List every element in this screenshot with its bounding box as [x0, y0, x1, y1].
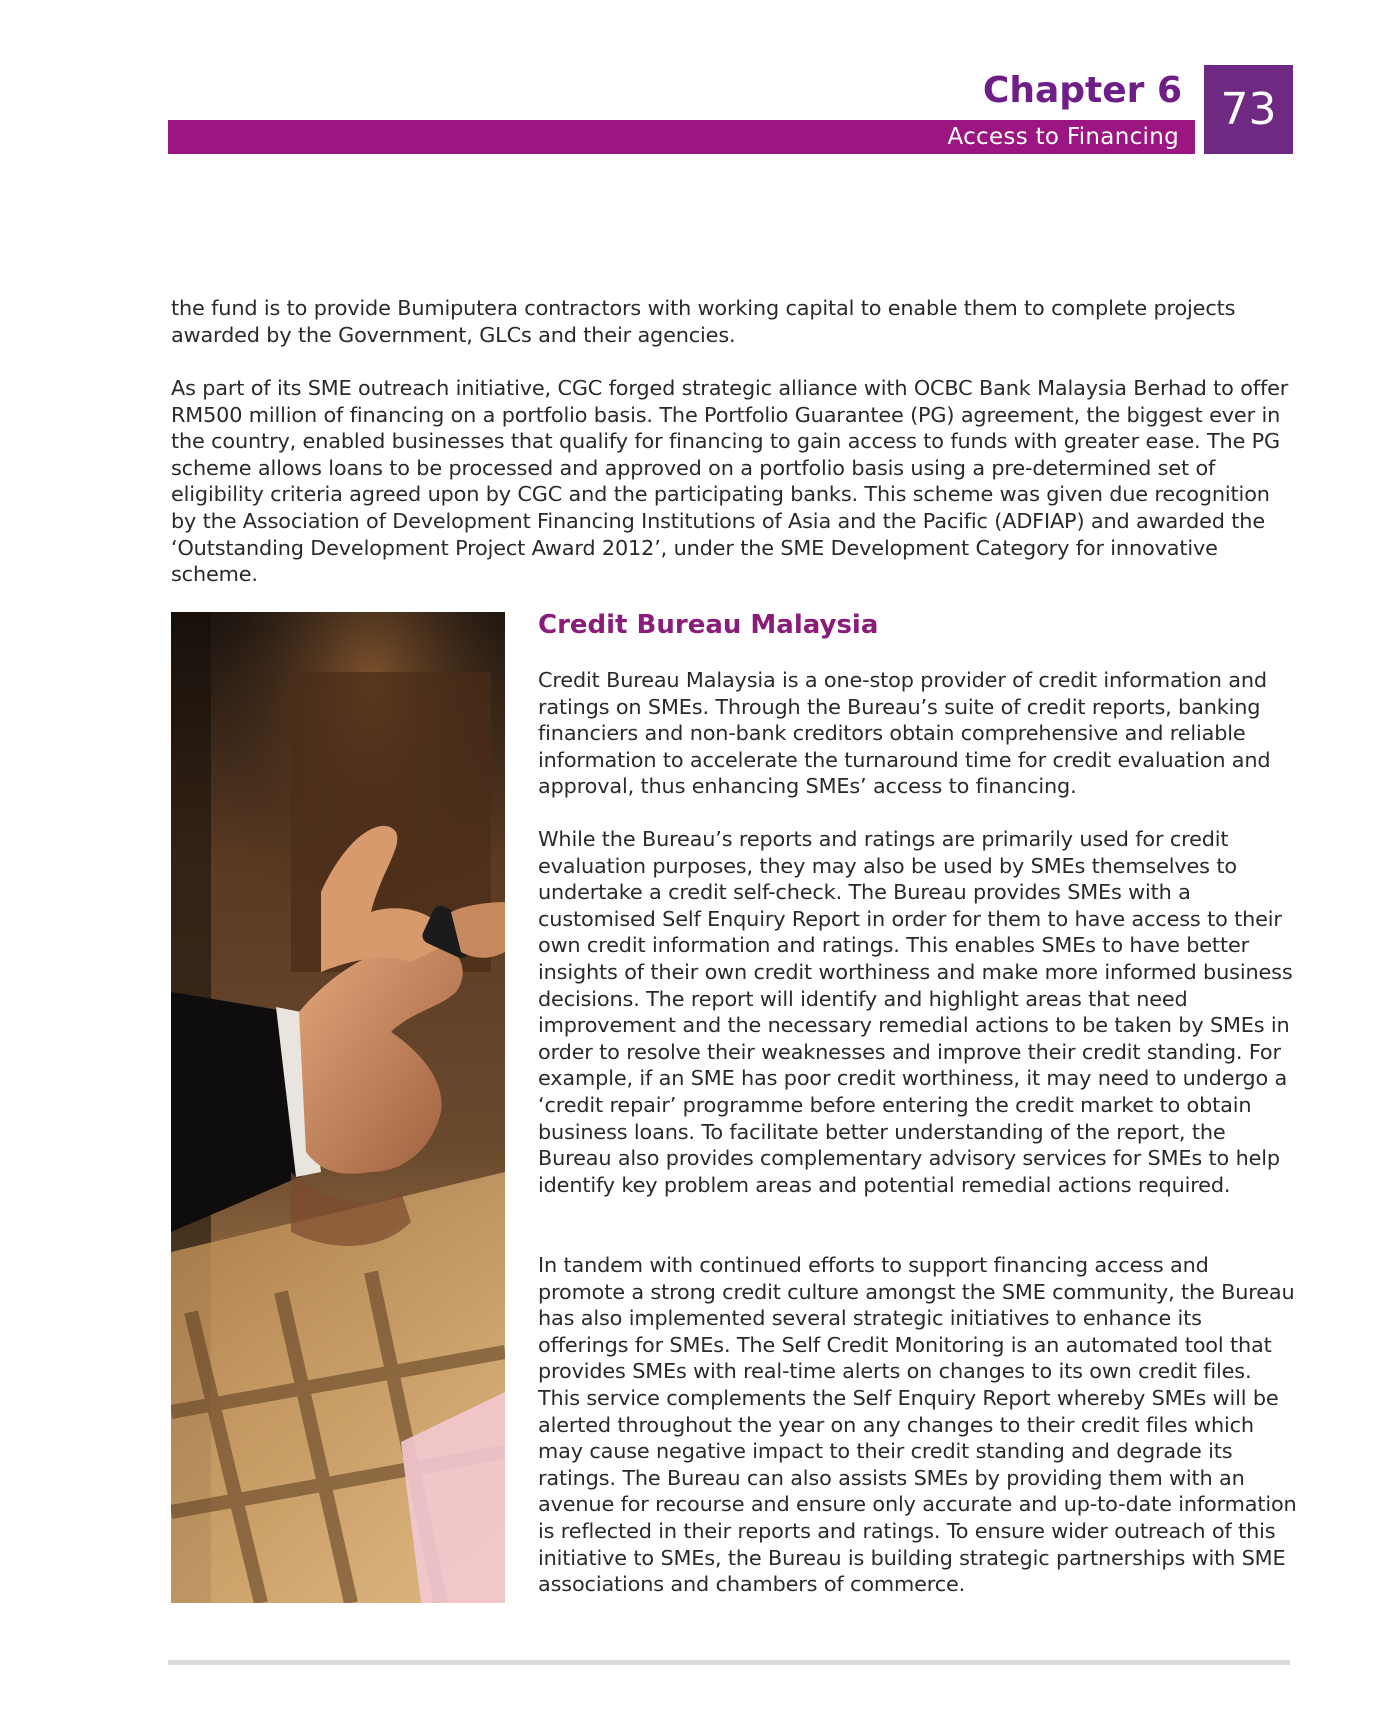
handshake-photo — [171, 612, 505, 1603]
page-number: 73 — [1204, 65, 1293, 154]
chapter-header-bar — [168, 120, 1195, 154]
section-paragraph: Credit Bureau Malaysia is a one-stop provider of credit information and ratings on SMEs. Through the Bureau’s suite of credit reports, banking financiers and non-bank creditors obtain comprehensive and reliable information to accelerate the turnaround time for credit evaluation and approval, thus enhancing SMEs’ access to financing. — [538, 668, 1271, 799]
section-paragraph: While the Bureau’s reports and ratings are primarily used for credit evaluation purposes, they may also be used by SMEs themselves to undertake a credit self-check. The Bureau provides SMEs with a customised Self Enquiry Report in order for them to have access to their own credit information and ratings. This enables SMEs to have better insights of their own credit worthiness and make more informed business decisions. The report will identify and highlight areas that need improvement and the necessary remedial actions to be taken by SMEs in order to resolve their weaknesses and improve their credit standing. For example, if an SME has poor credit worthiness, it may need to undergo a ‘credit repair’ programme before entering the credit market to obtain business loans. To facilitate better understanding of the report, the Bureau also provides complementary advisory services for SMEs to help identify key problem areas and potential remedial actions required. — [538, 827, 1293, 1197]
intro-paragraph-cgc: As part of its SME outreach initiative, CGC forged strategic alliance with OCBC Bank Malaysia Berhad to offer RM500 million of financing on a portfolio basis. The Portfolio Guarantee (PG) agreement, the biggest ever in the country, enabled businesses that qualify for financing to gain access to funds with greater ease. The PG scheme allows loans to be processed and approved on a portfolio basis using a pre-determined set of eligibility criteria agreed upon by CGC and the participating banks. This scheme was given due recognition by the Association of Development Financing Institutions of Asia and the Pacific (ADFIAP) and awarded the ‘Outstanding Development Project Award 2012’, under the SME Development Category for innovative scheme. — [171, 376, 1289, 587]
chapter-subtitle: Access to Financing — [947, 124, 1179, 150]
section-paragraph: In tandem with continued efforts to support financing access and promote a strong credit culture amongst the SME community, the Bureau has also implemented several strategic initiatives to enhance its offerings for SMEs. The Self Credit Monitoring is an automated tool that provides SMEs with real-time alerts on changes to its own credit files. This service complements the Self Enquiry Report whereby SMEs will be alerted throughout the year on any changes to their credit files which may cause negative impact to their credit standing and degrade its ratings. The Bureau can also assists SMEs by providing them with an avenue for recourse and ensure only accurate and up-to-date information is reflected in their reports and ratings. To ensure wider outreach of this initiative to SMEs, the Bureau is building strategic partnerships with SME associations and chambers of commerce. — [538, 1253, 1297, 1597]
section-title: Credit Bureau Malaysia — [538, 610, 879, 640]
footer-divider — [168, 1660, 1290, 1665]
intro-paragraph-continued: the fund is to provide Bumiputera contractors with working capital to enable them to complete projects awarded by the Government, GLCs and their agencies. — [171, 296, 1236, 347]
chapter-title: Chapter 6 — [982, 70, 1182, 111]
